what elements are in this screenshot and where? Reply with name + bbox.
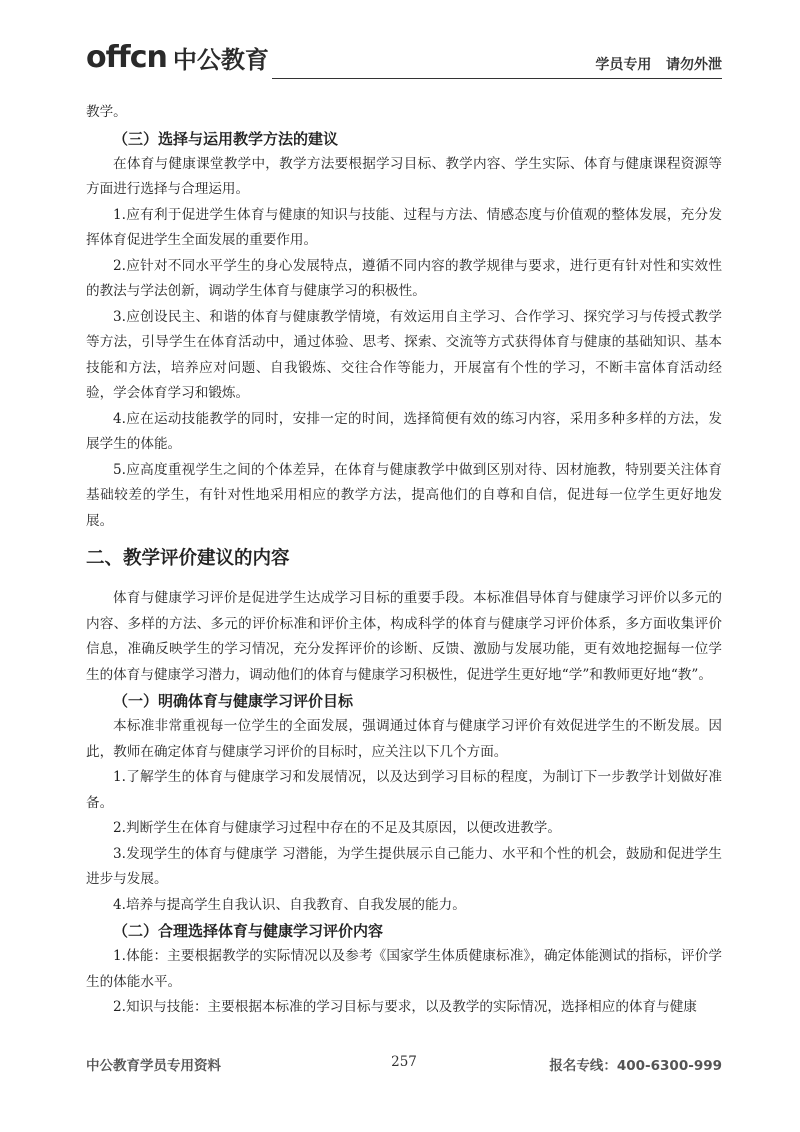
- page-footer: [86, 1054, 722, 1078]
- subsection-heading: （三）选择与运用教学方法的建议: [113, 129, 339, 148]
- list-item: 3.应创设民主、和谐的体育与健康教学情境，有效运用自主学习、合作学习、探究学习与传授式教学等方法，引导学生在体育活动中，通过体验、思考、探索、交流等方式获得体育与健康的基础知识、基本技能和方法，培养应对问题、自我锻炼、交往合作等能力，开展富有个性的学习，不断丰富体育活动经验，学会体育学习和锻炼。: [86, 308, 722, 401]
- footer-hotline: 报名专线：400-6300-999: [549, 1058, 722, 1074]
- list-item: 3.发现学生的体育与健康学 习潜能，为学生提供展示自己能力、水平和个性的机会，鼓励和促进学生进步与发展。: [86, 845, 722, 887]
- list-item: 2.判断学生在体育与健康学习过程中存在的不足及其原因，以便改进教学。: [113, 820, 561, 836]
- header-notice: 学员专用 请勿外泄: [595, 57, 722, 73]
- list-item: 2.知识与技能：主要根据本标准的学习目标与要求，以及教学的实际情况，选择相应的体育与健康: [113, 999, 697, 1015]
- list-item: 4.培养与提高学生自我认识、自我教育、自我发展的能力。: [113, 896, 466, 913]
- page-header: [86, 34, 722, 82]
- page-number: 257: [391, 1054, 417, 1070]
- subsection-heading: （二）合理选择体育与健康学习评价内容: [113, 922, 384, 940]
- list-item: 1.应有利于促进学生体育与健康的知识与技能、过程与方法、情感态度与价值观的整体发展，充分发挥体育促进学生全面发展的重要作用。: [86, 206, 722, 248]
- paragraph: 本标准非常重视每一位学生的全面发展，强调通过体育与健康学习评价有效促进学生的不断发展。因此，教师在确定体育与健康学习评价的目标时，应关注以下几个方面。: [86, 718, 722, 760]
- footer-label: 中公教育学员专用资料: [86, 1058, 221, 1074]
- list-item: 4.应在运动技能教学的同时，安排一定的时间，选择简便有效的练习内容，采用多种多样的方法，发展学生的体能。: [86, 410, 722, 452]
- paragraph: 体育与健康学习评价是促进学生达成学习目标的重要手段。本标准倡导体育与健康学习评价以多元的内容、多样的方法、多元的评价标准和评价主体，构成科学的体育与健康学习评价体系，多方面收集评价信息，准确反映学生的学习情况，充分发挥评价的诊断、反馈、激励与发展功能，更有效地挖掘每一位学生的体育与健康学习潜力，调动他们的体育与健康学习积极性，促进学生更好地“学”和教师更好地“教”。: [86, 590, 722, 683]
- offcn-logo: [86, 40, 269, 75]
- section-heading: 二、教学评价建议的内容: [86, 548, 290, 569]
- header-rule: [272, 78, 722, 79]
- page-body: [86, 100, 722, 1021]
- subsection-heading: （一）明确体育与健康学习评价目标: [113, 692, 354, 710]
- list-item: 2.应针对不同水平学生的身心发展特点，遵循不同内容的教学规律与要求，进行更有针对性和实效性的教法与学法创新，调动学生体育与健康学习的积极性。: [86, 257, 722, 299]
- list-item: 1.体能：主要根据教学的实际情况以及参考《国家学生体质健康标准》，确定体能测试的指标，评价学生的体能水平。: [86, 948, 722, 990]
- list-item: 1.了解学生的体育与健康学习和发展情况，以及达到学习目标的程度，为制订下一步教学计划做好准备。: [86, 769, 722, 811]
- list-item: 5.应高度重视学生之间的个体差异，在体育与健康教学中做到区别对待、因材施教，特别要关注体育基础较差的学生，有针对性地采用相应的教学方法，提高他们的自尊和自信，促进每一位学生更好地发展。: [86, 461, 722, 529]
- logo-mark: offcn: [86, 40, 167, 75]
- logo-text: 中公教育: [172, 46, 269, 74]
- paragraph: 在体育与健康课堂教学中，教学方法要根据学习目标、教学内容、学生实际、体育与健康课程资源等方面进行选择与合理运用。: [86, 155, 722, 197]
- paragraph: 教学。: [86, 104, 127, 120]
